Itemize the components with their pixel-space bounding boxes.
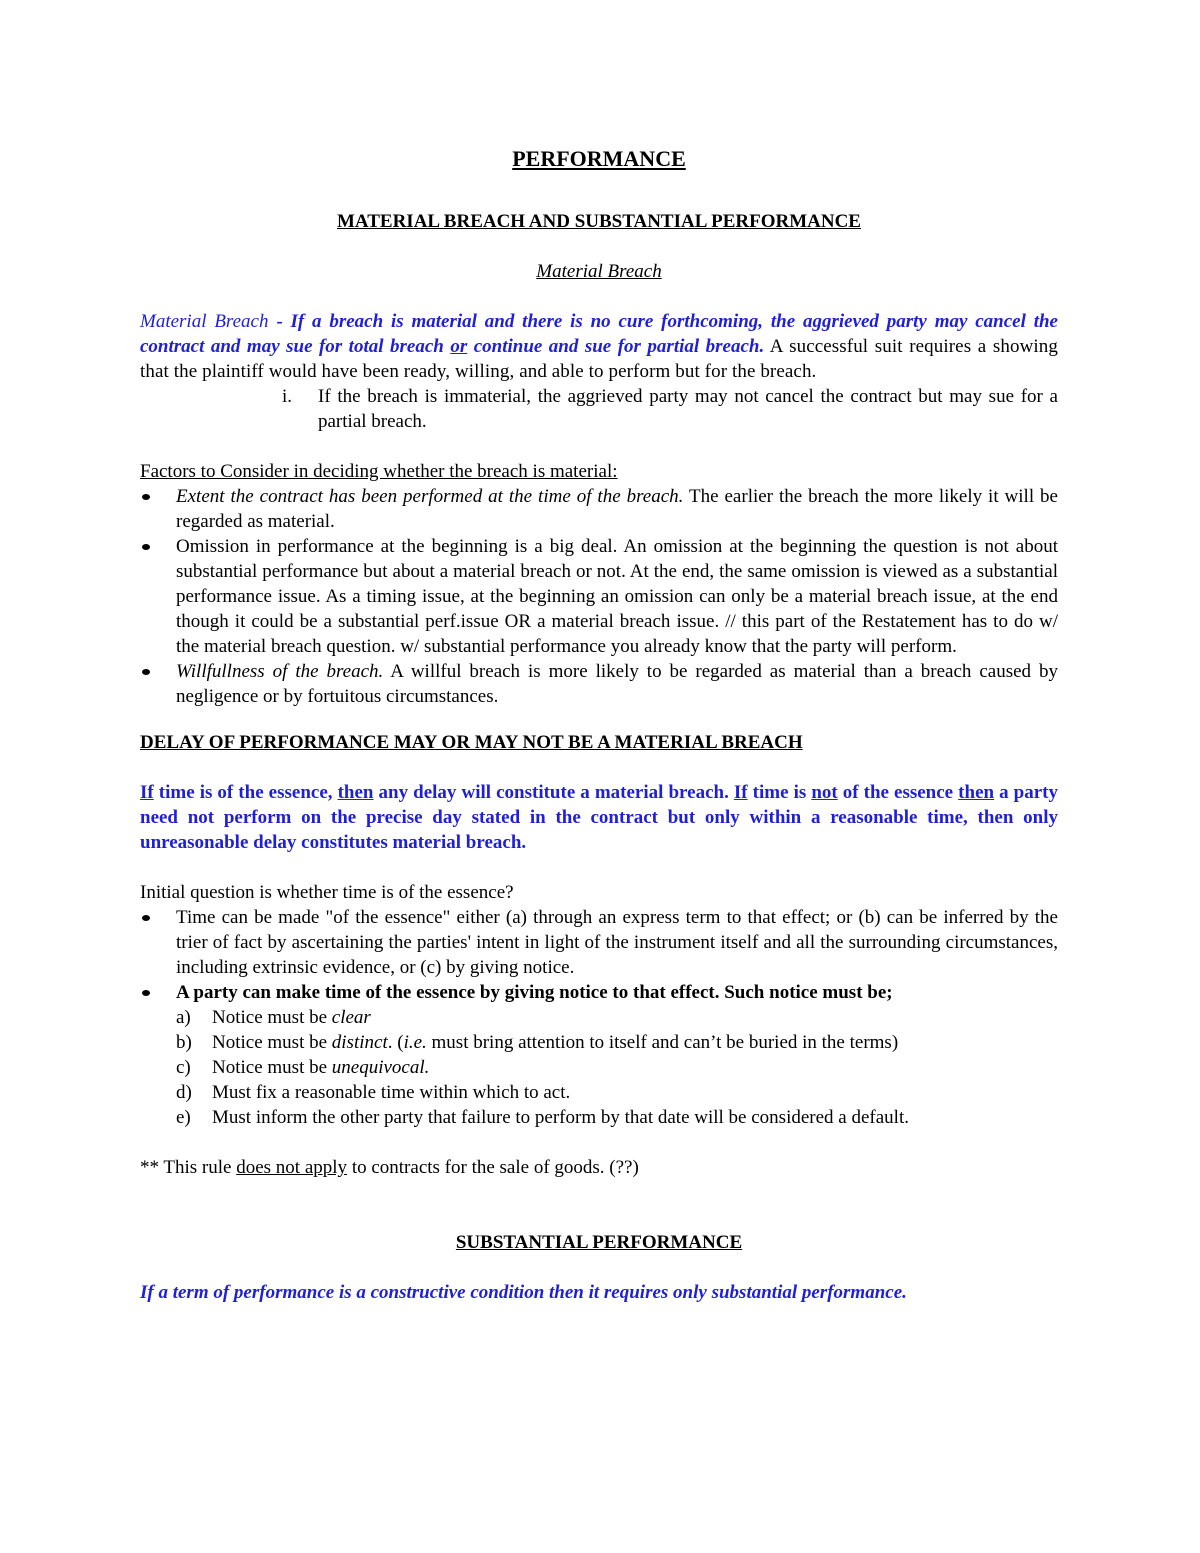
bullet-icon [142,544,150,550]
item-text: Notice must be [212,1007,332,1028]
item-letter: d) [176,1082,192,1103]
rule-text-a: If a breach is material and there is no cure forthcoming, the aggrieved party may cancel the contract and may sue for total breach [140,311,1058,357]
item-text: Notice must be [212,1032,332,1053]
list-item [140,980,1058,1005]
item-text: If the breach is immaterial, the aggrieved party may not cancel the contract but may sue for a partial breach. [318,386,1058,432]
rule-label: Material Breach [140,311,269,332]
material-breach-rule [140,309,1058,384]
notice-requirements-list [140,1005,1058,1130]
document-page [140,140,1058,1305]
section-heading-material-breach-substantial-performance: MATERIAL BREACH AND SUBSTANTIAL PERFORMANCE [337,211,861,232]
immaterial-breach-item [140,384,1058,434]
rule-plain-text: A successful suit requires a showing that the plaintiff would have been ready, willing, and able to perform but for the breach. [140,336,1058,382]
rule-text: of the essence [837,782,959,803]
list-item [140,484,1058,534]
page-title: PERFORMANCE [512,146,686,171]
rule-then: then [958,782,995,803]
bullet-icon [142,669,150,675]
initial-question: Initial question is whether time is of the essence? [140,882,514,903]
item-number: i. [282,386,293,407]
note-text: ** This rule [140,1157,237,1178]
subheading-material-breach: Material Breach [536,261,662,282]
item-text: Must inform the other party that failure to perform by that date will be considered a default. [212,1107,909,1128]
item-italic: i.e. [403,1032,427,1053]
item-text: Notice must be [212,1057,332,1078]
list-item [140,659,1058,709]
bullet-icon [142,990,150,996]
item-italic: distinct [331,1032,388,1053]
list-item [140,1005,1058,1030]
list-item [140,1080,1058,1105]
item-text: must bring attention to itself and can’t be buried in the terms) [426,1032,899,1053]
item-letter: c) [176,1057,191,1078]
rule-if: If [140,782,154,803]
sale-of-goods-note [140,1155,1058,1180]
rule-if: If [733,782,748,803]
section-heading-delay: DELAY OF PERFORMANCE MAY OR MAY NOT BE A MATERIAL BREACH [140,732,803,753]
essence-list [140,905,1058,1005]
section-heading-substantial-performance: SUBSTANTIAL PERFORMANCE [455,1232,743,1253]
bullet-text: Time can be made "of the essence" either (a) through an express term to that effect; or (b) can be inferred by the trier of fact by ascertaining the parties' intent in light of the instrument itself and all the surrounding circumstances, including extrinsic evidence, or (c) by giving notice. [176,907,1058,978]
rule-text: time is of the essence, [153,782,338,803]
rule-text: a party need not perform on the precise day stated in the contract but only within a reasonable time, then only unreasonable delay constitutes material breach. [140,782,1059,853]
item-text: . ( [387,1032,404,1053]
item-italic: clear [331,1007,371,1028]
factors-list [140,484,1058,709]
note-text: to contracts for the sale of goods. (??) [347,1157,639,1178]
item-letter: b) [176,1032,192,1053]
factor-text: A willful breach is more likely to be regarded as material than a breach caused by negligence or by fortuitous circumstances. [176,661,1058,707]
factor-text: Omission in performance at the beginning is a big deal. An omission at the beginning the question is not about substantial performance but about a material breach or not. At the end, the same omission is viewed as a substantial performance issue. As a timing issue, at the beginning an omission can only be a material breach issue, at the end though it could be a substantial perf.issue OR a material breach issue. // this part of the Restatement has to do w/ the material breach question. w/ substantial performance you already know that the party will perform. [176,536,1058,657]
rule-then: then [337,782,374,803]
rule-not: not [811,782,838,803]
factor-italic: Willfullness of the breach. [176,661,384,682]
bullet-icon [142,915,150,921]
factors-heading: Factors to Consider in deciding whether the breach is material: [140,461,618,482]
delay-rule [140,780,1058,855]
list-item [140,1030,1058,1055]
rule-text: time is [747,782,812,803]
list-item [140,1105,1058,1130]
factor-text: The earlier the breach the more likely it will be regarded as material. [176,486,1058,532]
factor-italic: Extent the contract has been performed at the time of the breach. [176,486,684,507]
rule-text-b: continue and sue for partial breach. [467,336,765,357]
substantial-performance-rule: If a term of performance is a constructive condition then it requires only substantial performance. [140,1282,907,1303]
list-item [140,534,1058,659]
item-text: Must fix a reasonable time within which to act. [212,1082,571,1103]
rule-or: or [450,336,468,357]
list-item [140,905,1058,980]
bullet-icon [142,494,150,500]
bullet-text: A party can make time of the essence by giving notice to that effect. Such notice must be; [176,982,893,1003]
rule-text: any delay will constitute a material breach. [373,782,734,803]
item-italic: unequivocal. [331,1057,430,1078]
list-item [140,1055,1058,1080]
item-letter: a) [176,1007,191,1028]
note-underlined: does not apply [236,1157,348,1178]
item-letter: e) [176,1107,191,1128]
rule-dash: - [268,311,291,332]
